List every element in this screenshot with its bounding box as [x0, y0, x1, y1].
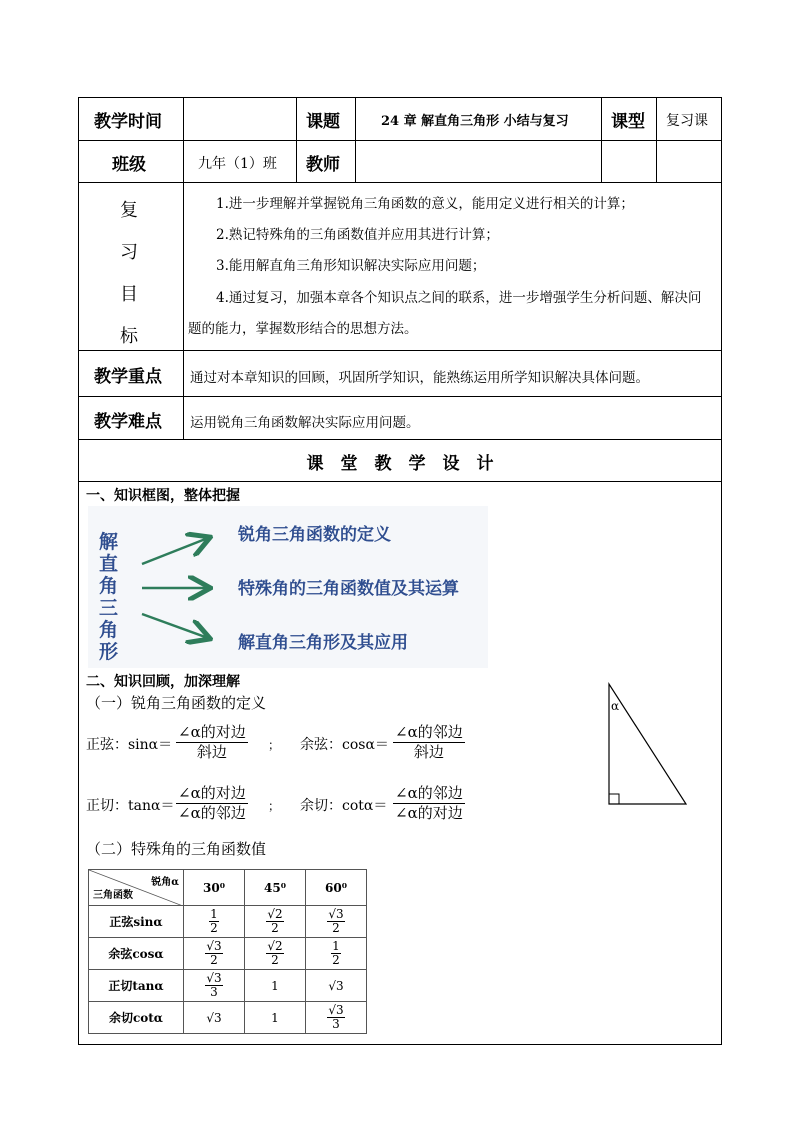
- diagram-root-char: 角: [99, 575, 119, 597]
- table-value-cell: [184, 1002, 245, 1034]
- col-divider: [355, 97, 356, 182]
- value-numerator: √2: [267, 939, 283, 953]
- value-text: 1: [271, 1010, 279, 1025]
- knowledge-diagram-svg: [88, 506, 488, 668]
- value-fraction: [327, 1004, 344, 1031]
- tan-label: 正切：tanα＝: [86, 798, 175, 814]
- value-numerator: √3: [328, 907, 344, 921]
- cot-denominator: ∠α的对边: [395, 804, 463, 822]
- sin-label: 正弦：sinα＝: [86, 737, 173, 753]
- sin-fraction: [176, 723, 248, 762]
- knowledge-diagram: [88, 506, 488, 668]
- key-points-label: 教学重点: [94, 367, 162, 387]
- section2-sub1: （一）锐角三角函数的定义: [86, 694, 267, 712]
- section1-heading: 一、知识框图，整体把握: [86, 488, 240, 504]
- difficulty-label: 教学难点: [94, 412, 162, 432]
- objectives-label-char: 标: [120, 326, 138, 347]
- objective-item: 题的能力，掌握数形结合的思想方法。: [188, 321, 418, 337]
- table-value-cell: [245, 906, 306, 938]
- cot-label: 余切：cotα＝: [300, 798, 388, 814]
- table-value-cell: [306, 938, 367, 970]
- cos-numerator: ∠α的邻边: [395, 723, 463, 741]
- table-row: [89, 1002, 367, 1034]
- diagram-branch: 特殊角的三角函数值及其运算: [238, 579, 459, 599]
- table-value-cell: [245, 970, 306, 1002]
- value-fraction: [205, 972, 222, 999]
- tan-denominator: ∠α的邻边: [178, 804, 246, 822]
- tan-fraction: [176, 784, 248, 823]
- value-denominator: 2: [271, 921, 279, 935]
- row-divider: [78, 396, 722, 397]
- cos-fraction: [393, 723, 465, 762]
- arrow-icon: [142, 538, 208, 564]
- table-value-cell: [306, 906, 367, 938]
- trig-table-body: [89, 906, 367, 1034]
- section2-heading: 二、知识回顾，加深理解: [86, 674, 240, 690]
- separator: ；: [268, 799, 281, 813]
- table-row-label: 余切cotα: [89, 1002, 184, 1034]
- trig-values-table: [88, 869, 367, 1034]
- row-divider: [78, 182, 722, 183]
- value-denominator: 2: [210, 921, 218, 935]
- value-text: √3: [206, 1010, 222, 1025]
- cot-numerator: ∠α的邻边: [395, 784, 463, 802]
- value-text: √3: [328, 978, 344, 993]
- right-triangle-figure: [600, 680, 695, 810]
- cot-fraction: [393, 784, 465, 823]
- table-value-cell: [306, 970, 367, 1002]
- key-points-text: 通过对本章知识的回顾，巩固所学知识，能熟练运用所学知识解决具体问题。: [190, 370, 649, 386]
- table-row-label: 正弦sinα: [89, 906, 184, 938]
- diagram-root: [99, 530, 119, 663]
- sin-numerator: ∠α的对边: [178, 723, 246, 741]
- value-numerator: √3: [206, 971, 222, 985]
- cos-label: 余弦：cosα＝: [300, 737, 389, 753]
- value-denominator: 3: [210, 985, 218, 999]
- value-numerator: √2: [267, 907, 283, 921]
- table-header-angle: 60⁰: [306, 870, 367, 906]
- corner-bottom-label: 三角函数: [93, 890, 133, 901]
- triangle-shape: [609, 684, 686, 804]
- table-value-cell: [184, 938, 245, 970]
- teacher-label: 教师: [306, 155, 340, 175]
- table-value-cell: [306, 1002, 367, 1034]
- value-fraction: [205, 940, 222, 967]
- col-divider: [601, 97, 602, 182]
- col-divider: [656, 97, 657, 182]
- tan-numerator: ∠α的对边: [178, 784, 246, 802]
- table-row: [89, 938, 367, 970]
- table-row-label: 正切tanα: [89, 970, 184, 1002]
- value-denominator: 3: [332, 1017, 340, 1031]
- value-text: 1: [271, 978, 279, 993]
- value-denominator: 2: [271, 953, 279, 967]
- topic-value: 24 章 解直角三角形 小结与复习: [381, 114, 569, 129]
- type-label: 课型: [611, 112, 645, 132]
- topic-label: 课题: [306, 112, 340, 132]
- separator: ；: [268, 738, 281, 752]
- objectives-label-char: 复: [120, 200, 138, 221]
- corner-top-label: 锐角α: [151, 877, 179, 888]
- objective-item: 1.进一步理解并掌握锐角三角函数的意义，能用定义进行相关的计算；: [216, 196, 634, 212]
- diagram-root-char: 角: [99, 619, 119, 641]
- value-numerator: 1: [210, 907, 218, 921]
- sin-denominator: 斜边: [196, 743, 227, 761]
- table-value-cell: [184, 970, 245, 1002]
- type-value: 复习课: [666, 113, 708, 129]
- value-numerator: 1: [332, 939, 340, 953]
- diagram-branch: 解直角三角形及其应用: [238, 633, 408, 653]
- col-divider: [296, 97, 297, 182]
- right-angle-mark: [609, 794, 619, 804]
- objective-item: 4.通过复习，加强本章各个知识点之间的联系，进一步增强学生分析问题、解决问: [216, 290, 702, 306]
- objectives-label: [120, 190, 138, 358]
- diagram-root-char: 形: [99, 641, 119, 663]
- diagram-branch: 锐角三角函数的定义: [238, 525, 391, 545]
- table-value-cell: [245, 938, 306, 970]
- row-divider: [78, 481, 722, 482]
- row-divider: [78, 350, 722, 351]
- value-fraction: [327, 908, 344, 935]
- table-row-label: 余弦cosα: [89, 938, 184, 970]
- class-label: 班级: [112, 155, 146, 175]
- design-title: 课 堂 教 学 设 计: [306, 454, 494, 474]
- value-fraction: [331, 940, 341, 967]
- value-numerator: √3: [328, 1003, 344, 1017]
- diagram-root-char: 解: [99, 531, 119, 553]
- diagram-root-char: 三: [99, 597, 119, 619]
- objective-item: 2.熟记特殊角的三角函数值并应用其进行计算；: [216, 227, 499, 243]
- table-row: [89, 970, 367, 1002]
- value-fraction: [266, 940, 283, 967]
- table-header-angle: 45⁰: [245, 870, 306, 906]
- arrow-icon: [142, 614, 208, 638]
- row-divider: [78, 140, 722, 141]
- objectives-label-char: 目: [120, 284, 138, 305]
- value-denominator: 2: [210, 953, 218, 967]
- section2-sub2: （二）特殊角的三角函数值: [86, 840, 267, 858]
- cos-denominator: 斜边: [413, 743, 444, 761]
- row-divider: [78, 439, 722, 440]
- angle-alpha-label: α: [611, 699, 620, 713]
- table-value-cell: [184, 906, 245, 938]
- value-fraction: [266, 908, 283, 935]
- objectives-label-char: 习: [120, 242, 138, 263]
- table-header-angle: 30⁰: [184, 870, 245, 906]
- table-row: [89, 906, 367, 938]
- difficulty-text: 运用锐角三角函数解决实际应用问题。: [190, 415, 420, 431]
- objective-item: 3.能用解直角三角形知识解决实际应用问题；: [216, 258, 486, 274]
- col-divider: [183, 97, 184, 439]
- value-fraction: [209, 908, 219, 935]
- time-label: 教学时间: [94, 112, 162, 132]
- table-corner-cell: [89, 870, 184, 906]
- diagram-root-char: 直: [99, 553, 119, 575]
- value-denominator: 2: [332, 953, 340, 967]
- class-value: 九年（1）班: [198, 156, 277, 172]
- value-numerator: √3: [206, 939, 222, 953]
- table-value-cell: [245, 1002, 306, 1034]
- value-denominator: 2: [332, 921, 340, 935]
